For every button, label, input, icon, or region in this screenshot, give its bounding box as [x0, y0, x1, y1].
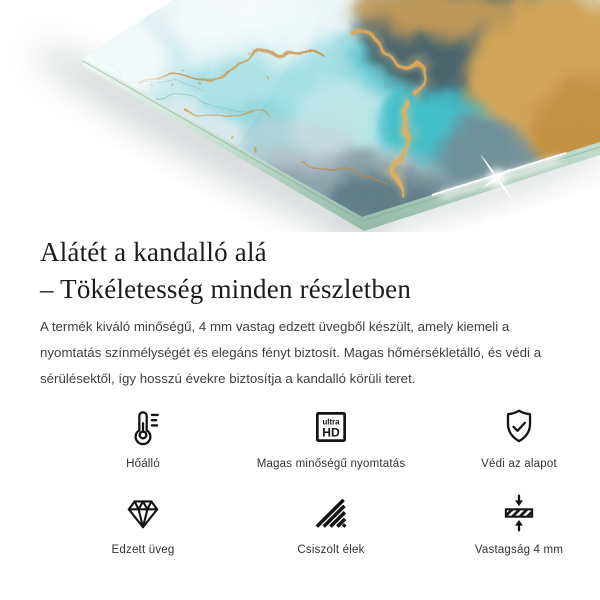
polished-edge-icon — [310, 490, 352, 536]
diamond-icon — [122, 490, 164, 536]
svg-text:HD: HD — [322, 425, 340, 440]
feature-label: Vastagság 4 mm — [474, 544, 564, 556]
title-line-1: Alátét a kandalló alá — [40, 237, 267, 267]
thermometer-icon — [122, 404, 164, 450]
feature-label: Hőálló — [126, 458, 160, 470]
feature-polished-edges — [251, 490, 411, 556]
ultra-hd-icon — [310, 404, 352, 450]
page-title — [40, 234, 560, 308]
product-details-section — [0, 232, 600, 556]
shield-check-icon — [498, 404, 540, 450]
product-description: A termék kiváló minőségű, 4 mm vastag edzett üvegből készült, amely kiemeli a nyomtatás színmélységét és elegáns fényt biztosít. Magas hőmérsékletálló, és védi a sérülésektől, így hosszú évekre biztosítja a kandalló körüli teret. — [40, 319, 542, 386]
feature-high-quality-print — [251, 404, 411, 470]
feature-protects-base — [439, 404, 599, 470]
feature-label: Védi az alapot — [481, 458, 557, 470]
feature-thickness — [439, 490, 599, 556]
product-image — [0, 0, 600, 232]
feature-label: Edzett üveg — [111, 544, 175, 556]
svg-text:ultra: ultra — [322, 417, 340, 427]
feature-heat-resistant — [63, 404, 223, 470]
feature-grid — [63, 404, 564, 556]
title-line-2: – Tökéletesség minden részletben — [40, 274, 412, 304]
feature-tempered-glass — [63, 490, 223, 556]
feature-label: Magas minőségű nyomtatás — [256, 458, 406, 470]
glass-panel-illustration — [0, 0, 600, 232]
feature-label: Csiszolt élek — [297, 544, 365, 556]
thickness-4mm-icon — [498, 490, 540, 536]
